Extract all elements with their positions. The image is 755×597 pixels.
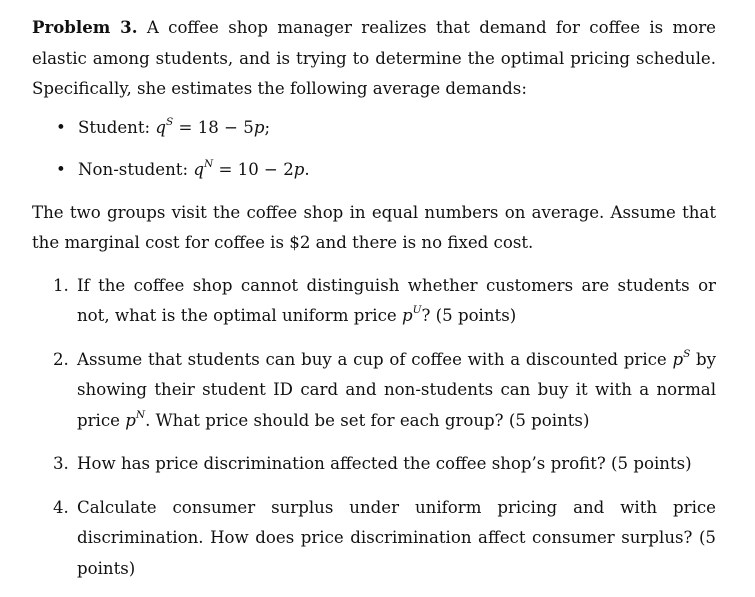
bullet-icon: • [56,160,66,179]
price-var: p [401,306,413,325]
demand-sup: S [166,115,174,128]
question-text: Assume that students can buy a cup of coffee with a discounted price [77,349,673,369]
price-var: p [125,410,136,430]
question-number: 1. [53,275,69,295]
question-number: 4. [53,497,69,517]
demand-punct: . [304,160,310,179]
problem-intro [32,12,716,105]
question-number: 2. [53,349,69,369]
price-sup: S [683,347,691,360]
intro-text: A coffee shop manager realizes that demand for coffee is more elastic among students, and is trying to determine the optimal pricing schedule. Specifically, she estimates the following average demands: [32,18,716,98]
question-item-3 [53,449,716,480]
problem-heading: Problem 3. [32,17,138,37]
question-item-2 [53,345,716,437]
demand-equation: = 18 − 5 [178,117,254,137]
question-text: Calculate consumer surplus under uniform pricing and with price discrimination. How does price discrimination affect consumer surplus? (5 points) [77,497,716,578]
question-item-4 [53,493,716,585]
demand-var: q [193,160,204,179]
question-text-mid: by showing their student ID card and non-students can buy it with a normal price [77,349,716,430]
demand-var: q [155,117,167,137]
price-var: p [672,349,684,369]
question-number: 3. [53,454,69,473]
demand-equation: = 10 − 2 [218,160,294,179]
demand-sup: N [203,158,214,171]
demand-item-student [56,113,716,144]
question-text: If the coffee shop cannot distinguish whether customers are students or not, what is the optimal uniform price [77,275,716,325]
price-sup: N [135,408,146,421]
question-item-1 [53,271,716,332]
demand-label: Student: [78,117,151,137]
demand-price-var: p [293,160,305,179]
question-text: How has price discrimination affected the coffee shop’s profit? (5 points) [77,454,692,473]
question-text-end: ? (5 points) [421,306,517,325]
question-text-end: . What price should be set for each group? (5 points) [145,410,590,430]
question-list [32,271,716,585]
demand-price-var: p [253,117,265,137]
demand-list [32,113,716,186]
price-sup: U [412,304,422,317]
assumption-paragraph: The two groups visit the coffee shop in equal numbers on average. Assume that the marginal cost for coffee is $2 and there is no fixed cost. [32,202,716,252]
demand-item-nonstudent [56,155,716,186]
bullet-icon: • [56,117,66,137]
problem-page [32,12,716,597]
demand-label: Non-student: [78,160,189,179]
demand-punct: ; [264,117,271,137]
